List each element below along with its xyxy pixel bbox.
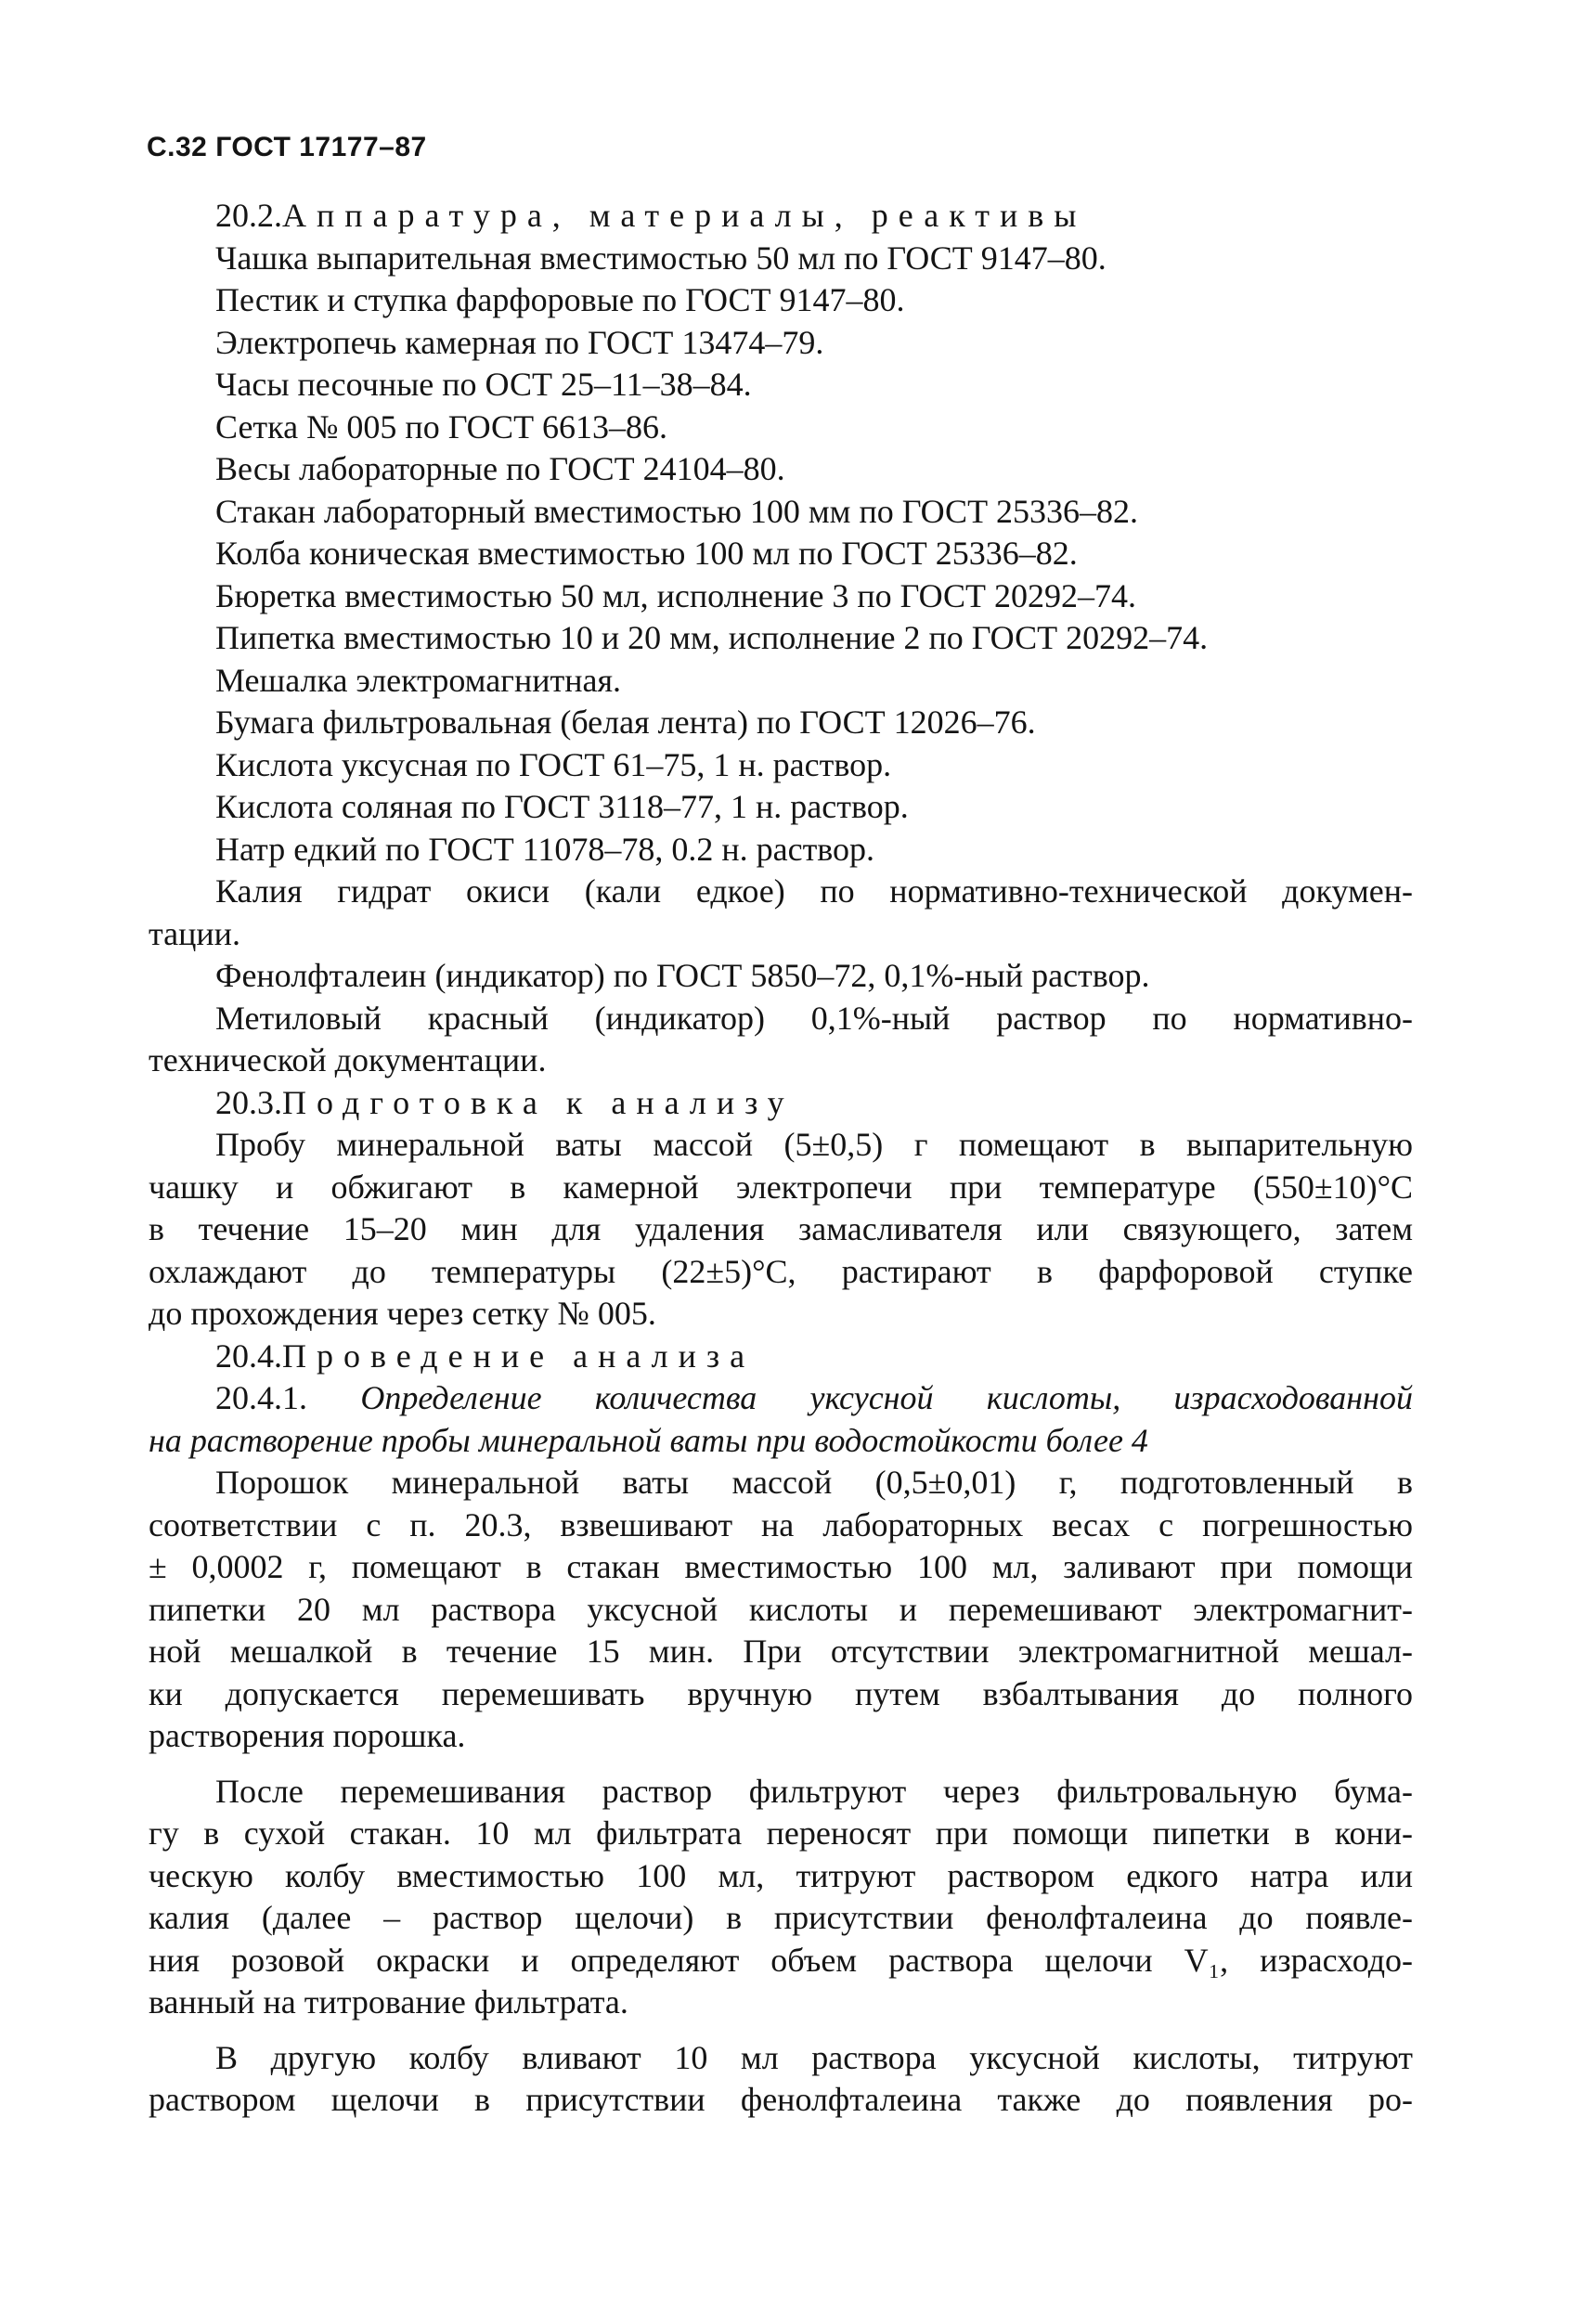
paragraph-line: чашку и обжигают в камерной электропечи при температуре (550±10)°C	[149, 1168, 1413, 1206]
section-title: Подготовка к анализу	[282, 1083, 795, 1121]
list-item: Сетка № 005 по ГОСТ 6613–86.	[215, 407, 668, 445]
paragraph-line: охлаждают до температуры (22±5)°C, растирают в фарфоровой ступке	[149, 1252, 1413, 1290]
paragraph-line: калия (далее – раствор щелочи) в присутствии фенолфталеина до появле-	[149, 1899, 1413, 1936]
list-item-line: технической документации.	[149, 1041, 547, 1078]
list-item: Весы лабораторные по ГОСТ 24104–80.	[215, 450, 785, 487]
paragraph-line: Пробу минеральной ваты массой (5±0,5) г помещают в выпарительную	[215, 1126, 1413, 1163]
subsection-title: Определение количества уксусной кислоты, израсходованной	[360, 1379, 1414, 1416]
list-item-line: Метиловый красный (индикатор) 0,1%-ный раствор по нормативно-	[215, 999, 1413, 1037]
section-number: 20.4.	[215, 1336, 282, 1375]
paragraph-line: ки допускается перемешивать вручную путем взбалтывания до полного	[149, 1674, 1413, 1712]
list-item: Стакан лабораторный вместимостью 100 мм по ГОСТ 25336–82.	[215, 492, 1139, 530]
section-title: Проведение анализа	[282, 1336, 756, 1375]
paragraph-line: Порошок минеральной ваты массой (0,5±0,01) г, подготовленный в	[215, 1464, 1413, 1501]
section-number: 20.2.	[215, 197, 282, 234]
list-item: Часы песочные по ОСТ 25–11–38–84.	[215, 366, 752, 403]
paragraph-line: ния розовой окраски и определяют объем раствора щелочи V₁, израсходо-	[149, 1941, 1413, 1979]
list-item: Бюретка вместимостью 50 мл, исполнение 3 по ГОСТ 20292–74.	[215, 576, 1137, 614]
paragraph-line: В другую колбу вливают 10 мл раствора уксусной кислоты, титруют	[215, 2038, 1413, 2076]
subsection-heading	[149, 1377, 1413, 1420]
subsection-title-line: на растворение пробы минеральной ваты при водостойкости более 4	[149, 1421, 1148, 1459]
section-heading-20-2	[149, 195, 1413, 238]
paragraph-line: ванный на титрование фильтрата.	[149, 1983, 628, 2021]
section-number: 20.3.	[215, 1083, 282, 1121]
list-item: Пипетка вместимостью 10 и 20 мм, исполнение 2 по ГОСТ 20292–74.	[215, 619, 1209, 656]
paragraph-line: ± 0,0002 г, помещают в стакан вместимостью 100 мл, заливают при помощи	[149, 1548, 1413, 1585]
list-item: Электропечь камерная по ГОСТ 13474–79.	[215, 323, 824, 361]
paragraph-line: до прохождения через сетку № 005.	[149, 1295, 656, 1332]
page-header: С.32 ГОСТ 17177–87	[147, 132, 427, 162]
paragraph-line: растворения порошка.	[149, 1717, 466, 1754]
paragraph-line: ной мешалкой в течение 15 мин. При отсутствии электромагнитной мешал-	[149, 1633, 1413, 1670]
subsection-number: 20.4.1.	[215, 1379, 307, 1416]
list-item: Кислота уксусная по ГОСТ 61–75, 1 н. раствор.	[215, 745, 892, 783]
list-item: Натр едкий по ГОСТ 11078–78, 0.2 н. раствор.	[215, 830, 875, 868]
section-title: Аппаратура, материалы, реактивы	[282, 197, 1087, 234]
paragraph-line: гу в сухой стакан. 10 мл фильтрата переносят при помощи пипетки в кони-	[149, 1814, 1413, 1852]
list-item: Бумага фильтровальная (белая лента) по ГОСТ 12026–76.	[215, 704, 1036, 741]
list-item: Чашка выпарительная вместимостью 50 мл по ГОСТ 9147–80.	[215, 239, 1107, 277]
list-item: Фенолфталеин (индикатор) по ГОСТ 5850–72, 0,1%-ный раствор.	[215, 957, 1150, 994]
list-item: Колба коническая вместимостью 100 мл по ГОСТ 25336–82.	[215, 535, 1078, 572]
list-item: Кислота соляная по ГОСТ 3118–77, 1 н. раствор.	[215, 788, 909, 825]
section-heading-20-4	[149, 1336, 1413, 1378]
paragraph-line: пипетки 20 мл раствора уксусной кислоты и перемешивают электромагнит-	[149, 1590, 1413, 1628]
list-item: Мешалка электромагнитная.	[215, 661, 622, 699]
paragraph-line: в течение 15–20 мин для удаления замасливателя или связующего, затем	[149, 1210, 1413, 1247]
list-item: Пестик и ступка фарфоровые по ГОСТ 9147–80.	[215, 281, 905, 318]
document-body	[149, 195, 1413, 2122]
paragraph-line: После перемешивания раствор фильтруют через фильтровальную бума-	[215, 1772, 1413, 1810]
list-item-line: Калия гидрат окиси (кали едкое) по нормативно-технической докумен-	[215, 872, 1413, 910]
section-heading-20-3	[149, 1082, 1413, 1125]
paragraph-line: раствором щелочи в присутствии фенолфталеина также до появления ро-	[149, 2081, 1413, 2118]
paragraph-line: соответствии с п. 20.3, взвешивают на лабораторных весах с погрешностью	[149, 1505, 1413, 1543]
list-item-line: тации.	[149, 914, 240, 952]
paragraph-line: ческую колбу вместимостью 100 мл, титруют раствором едкого натра или	[149, 1856, 1413, 1894]
